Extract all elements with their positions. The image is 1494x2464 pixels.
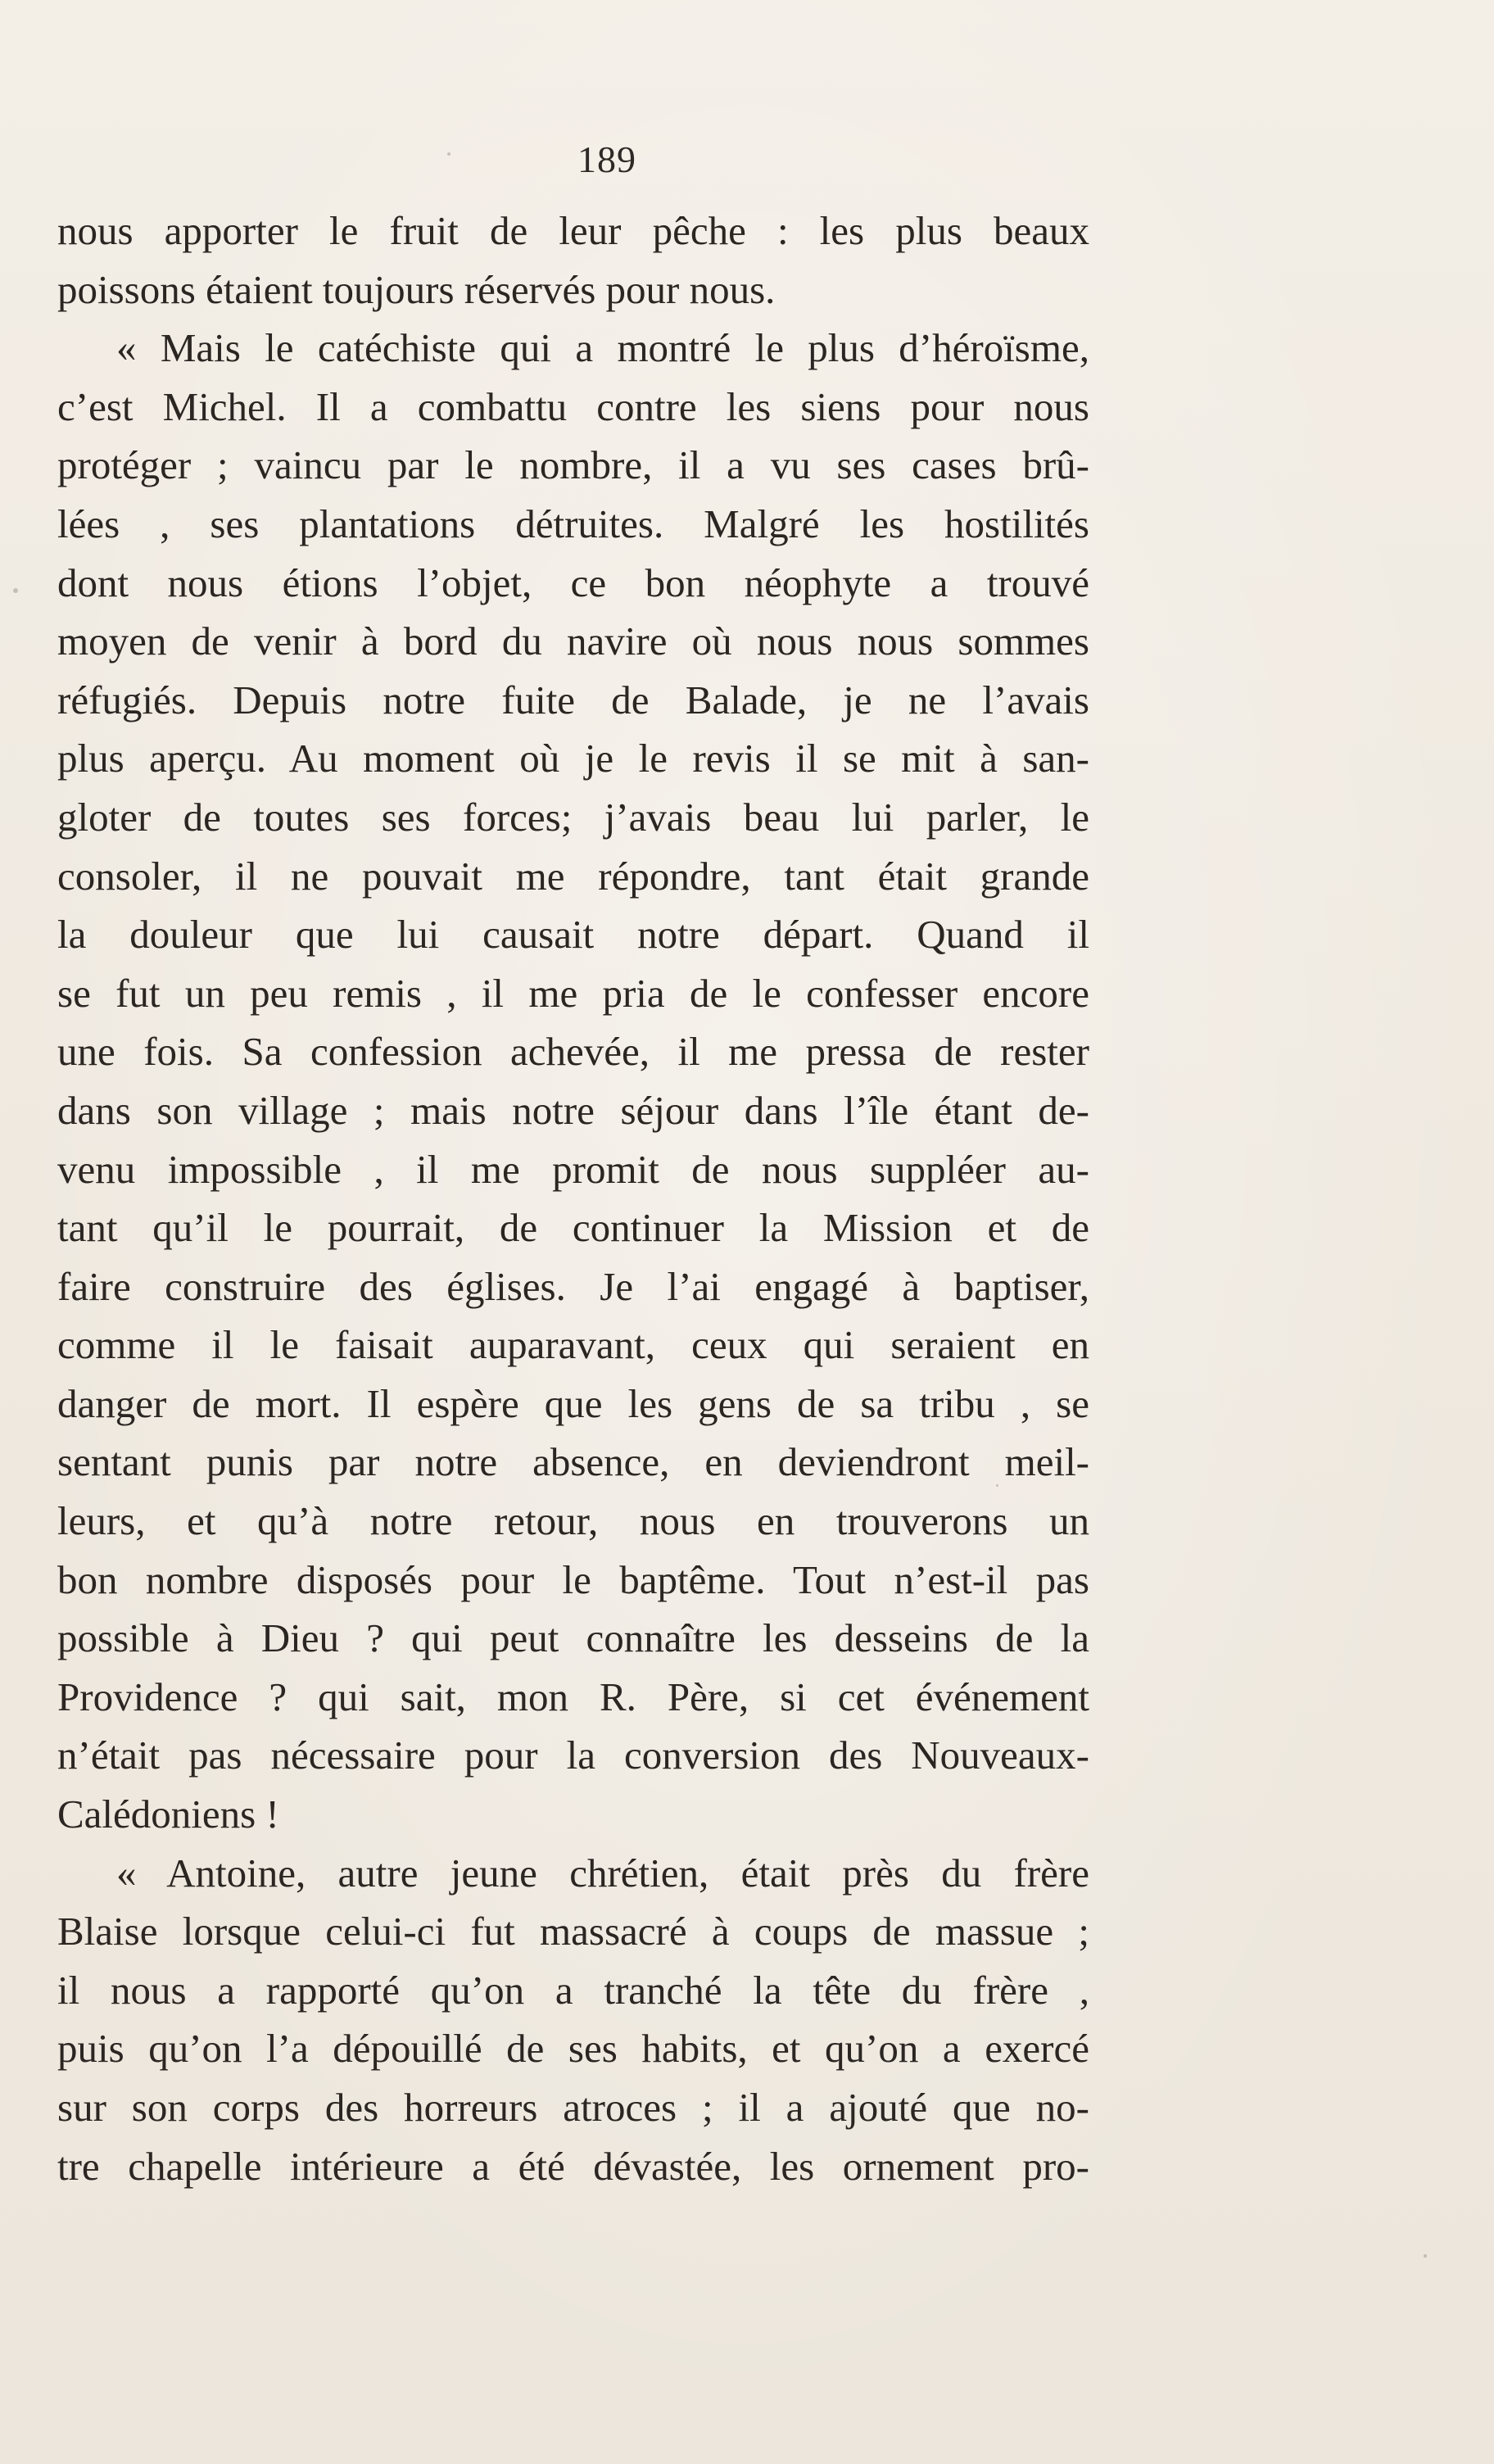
- text-line: venu impossible , il me promit de nous suppléer au-: [57, 1146, 1089, 1192]
- text-line: dans son village ; mais notre séjour dans l’île étant de-: [57, 1087, 1089, 1133]
- text-line: sur son corps des horreurs atroces ; il a ajouté que no-: [57, 2085, 1089, 2130]
- text-line: poissons étaient toujours réservés pour nous.: [57, 266, 776, 312]
- paper-speck: [13, 588, 18, 593]
- text-line: consoler, il ne pouvait me répondre, tant était grande: [57, 853, 1089, 899]
- paragraph-start-line: « Antoine, autre jeune chrétien, était près du frère: [116, 1850, 1089, 1896]
- text-line: il nous a rapporté qu’on a tranché la tête du frère ,: [57, 1967, 1089, 2013]
- text-line: Calédoniens !: [57, 1791, 279, 1837]
- text-line: tre chapelle intérieure a été dévastée, les ornement pro-: [57, 2143, 1089, 2189]
- text-line: leurs, et qu’à notre retour, nous en trouverons un: [57, 1498, 1089, 1544]
- text-line: sentant punis par notre absence, en deviendront meil-: [57, 1439, 1089, 1485]
- text-line: n’était pas nécessaire pour la conversion des Nouveaux-: [57, 1732, 1089, 1778]
- text-line: tant qu’il le pourrait, de continuer la Mission et de: [57, 1205, 1089, 1251]
- text-line: comme il le faisait auparavant, ceux qui seraient en: [57, 1322, 1089, 1368]
- text-line: dont nous étions l’objet, ce bon néophyte a trouvé: [57, 559, 1089, 605]
- text-line: bon nombre disposés pour le baptême. Tout n’est-il pas: [57, 1556, 1089, 1602]
- text-line: se fut un peu remis , il me pria de le confesser encore: [57, 970, 1089, 1016]
- paper-speck: [1424, 2254, 1427, 2258]
- text-line: faire construire des églises. Je l’ai engagé à baptiser,: [57, 1263, 1089, 1309]
- text-line: c’est Michel. Il a combattu contre les siens pour nous: [57, 383, 1089, 429]
- text-line: Providence ? qui sait, mon R. Père, si cet événement: [57, 1674, 1089, 1719]
- page-number: 189: [577, 138, 636, 180]
- text-line: réfugiés. Depuis notre fuite de Balade, je ne l’avais: [57, 677, 1089, 722]
- text-line: une fois. Sa confession achevée, il me pressa de rester: [57, 1029, 1089, 1075]
- text-line: moyen de venir à bord du navire où nous nous sommes: [57, 618, 1089, 664]
- text-line: gloter de toutes ses forces; j’avais beau lui parler, le: [57, 794, 1089, 840]
- text-line: puis qu’on l’a dépouillé de ses habits, et qu’on a exercé: [57, 2026, 1089, 2072]
- text-line: plus aperçu. Au moment où je le revis il se mit à san-: [57, 736, 1089, 781]
- text-line: possible à Dieu ? qui peut connaître les desseins de la: [57, 1615, 1089, 1661]
- paragraph-start-line: « Mais le catéchiste qui a montré le plus d’héroïsme,: [116, 325, 1089, 371]
- text-line: la douleur que lui causait notre départ. Quand il: [57, 912, 1089, 958]
- text-line: lées , ses plantations détruites. Malgré les hostilités: [57, 500, 1089, 546]
- text-line: Blaise lorsque celui-ci fut massacré à coups de massue ;: [57, 1909, 1089, 1954]
- text-line: protéger ; vaincu par le nombre, il a vu ses cases brû-: [57, 442, 1089, 488]
- paper-speck: [996, 1484, 998, 1487]
- paper-speck: [447, 152, 450, 156]
- text-line: danger de mort. Il espère que les gens de sa tribu , se: [57, 1380, 1089, 1426]
- text-line: nous apporter le fruit de leur pêche : les plus beaux: [57, 208, 1089, 253]
- body-text: [57, 202, 1089, 2195]
